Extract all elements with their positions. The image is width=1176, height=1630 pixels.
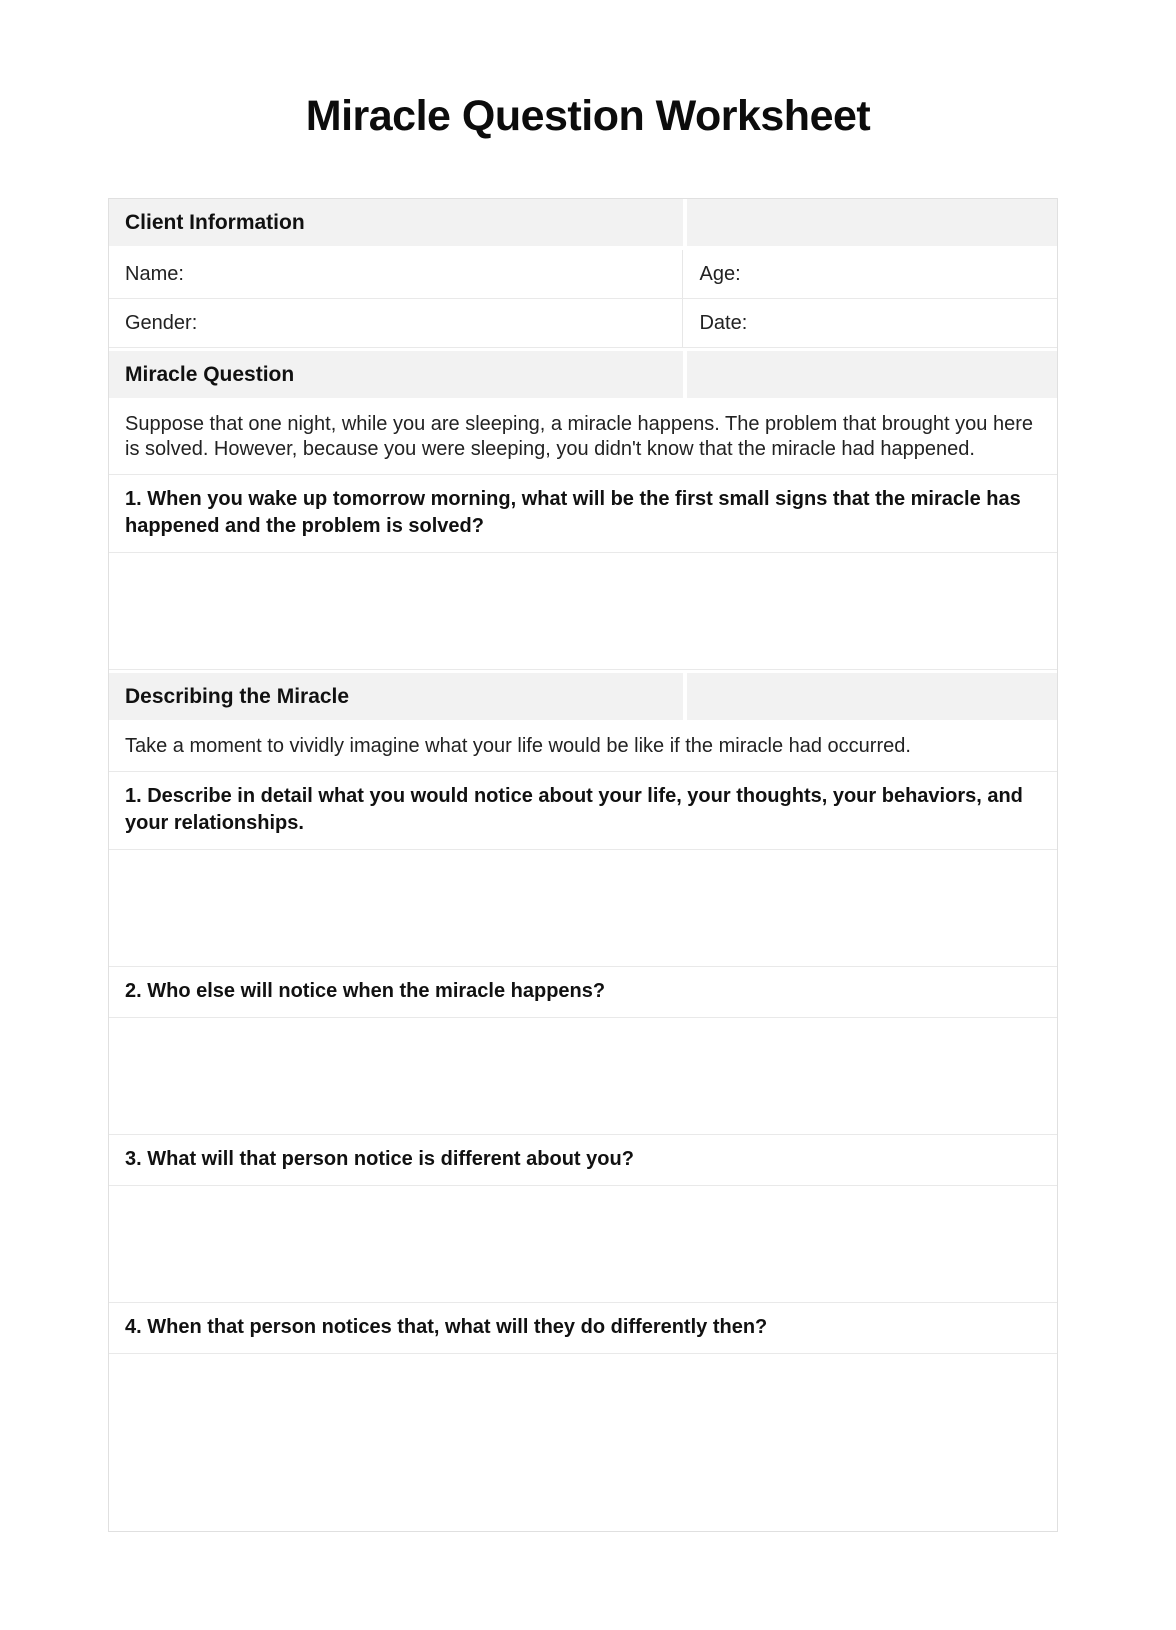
- client-information-header: Client Information: [109, 199, 683, 246]
- describing-question-1: 1. Describe in detail what you would notice about your life, your thoughts, your behaviors, and your relationships.: [109, 772, 1057, 850]
- describing-miracle-header: Describing the Miracle: [109, 673, 683, 720]
- gender-date-row: [109, 299, 1057, 348]
- miracle-question-header: Miracle Question: [109, 351, 683, 398]
- describing-question-4-answer-area[interactable]: [109, 1354, 1057, 1531]
- name-field[interactable]: Name:: [109, 250, 683, 298]
- describing-question-3-answer-area[interactable]: [109, 1186, 1057, 1303]
- describing-miracle-header-row: [109, 670, 1057, 724]
- describing-question-4: 4. When that person notices that, what will they do differently then?: [109, 1303, 1057, 1354]
- page-title: Miracle Question Worksheet: [305, 92, 871, 140]
- describing-miracle-intro: Take a moment to vividly imagine what your life would be like if the miracle had occurred.: [109, 724, 1057, 772]
- gender-field[interactable]: Gender:: [109, 299, 683, 347]
- describing-question-1-answer-area[interactable]: [109, 850, 1057, 967]
- miracle-question-1-answer-area[interactable]: [109, 553, 1057, 670]
- describing-question-3: 3. What will that person notice is different about you?: [109, 1135, 1057, 1186]
- name-age-row: [109, 250, 1057, 299]
- worksheet-table: [108, 198, 1058, 1532]
- date-field[interactable]: Date:: [699, 311, 748, 334]
- client-information-header-row: [109, 199, 1057, 250]
- client-information-header-spacer: [687, 199, 1057, 246]
- miracle-question-header-spacer: [687, 351, 1057, 398]
- describing-miracle-header-spacer: [687, 673, 1057, 720]
- describing-question-2: 2. Who else will notice when the miracle happens?: [109, 967, 1057, 1018]
- miracle-question-intro: Suppose that one night, while you are sleeping, a miracle happens. The problem that brought you here is solved. However, because you were sleeping, you didn't know that the miracle had happened.: [109, 402, 1057, 475]
- describing-question-2-answer-area[interactable]: [109, 1018, 1057, 1135]
- miracle-question-1: 1. When you wake up tomorrow morning, what will be the first small signs that the miracle has happened and the problem is solved?: [109, 475, 1057, 553]
- miracle-question-header-row: [109, 348, 1057, 402]
- age-field[interactable]: Age:: [699, 262, 741, 285]
